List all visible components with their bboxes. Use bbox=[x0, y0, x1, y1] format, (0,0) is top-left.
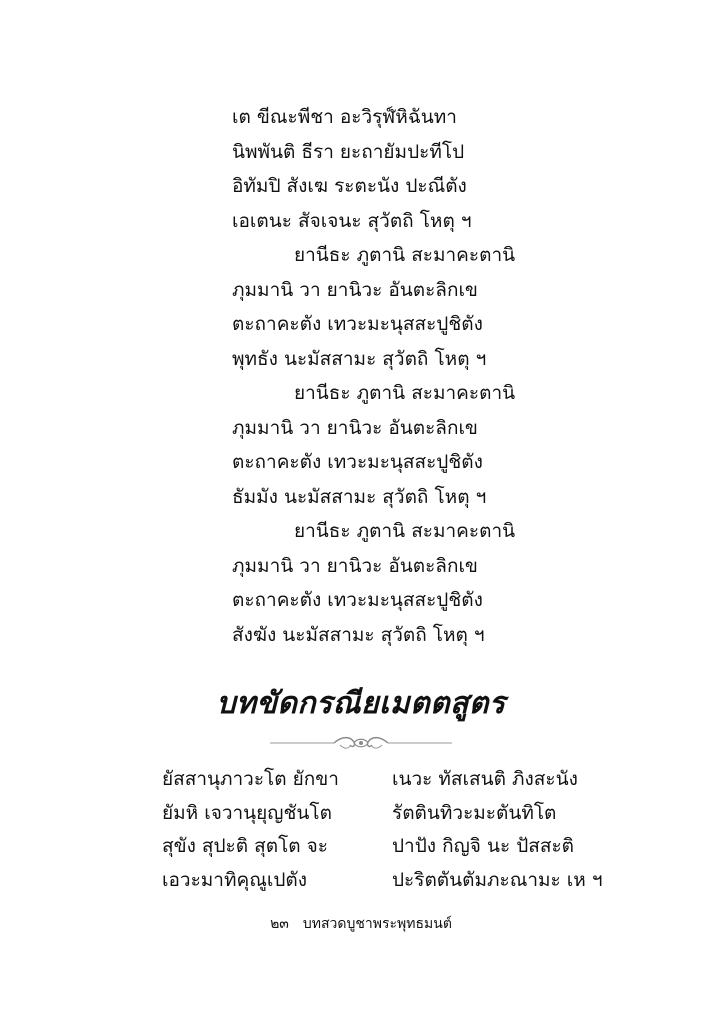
stanza-left-column bbox=[162, 763, 339, 897]
verse-line: เอเตนะ สัจเจนะ สุวัตถิ โหตุ ฯ bbox=[232, 209, 472, 232]
verse-line: ภุมมานิ วา ยานิวะ อันตะลิกเข bbox=[232, 554, 478, 577]
stanza-line: ยัมหิ เจวานุยุญชันโต bbox=[162, 801, 332, 824]
verse-line: ยานีธะ ภูตานิ สะมาคะตานิ bbox=[294, 520, 516, 542]
verse-line: ตะถาคะตัง เทวะมะนุสสะปูชิตัง bbox=[232, 589, 483, 611]
page-footer bbox=[0, 913, 722, 935]
stanza-line: ปะริตตันตัมภะณามะ เห ฯ bbox=[392, 868, 603, 891]
verse-line: เต ขีณะพีชา อะวิรุฬ์หิฉันทา bbox=[232, 106, 457, 128]
verse-line: นิพพันติ ธีรา ยะถายัมปะทีโป bbox=[232, 140, 465, 163]
verse-block bbox=[232, 100, 515, 652]
verse-line: พุทธัง นะมัสสามะ สุวัตถิ โหตุ ฯ bbox=[232, 347, 487, 370]
verse-line: อิทัมปิ สังเฆ ระตะนัง ปะณีตัง bbox=[232, 175, 467, 197]
stanza-line: ปาปัง กิญจิ นะ ปัสสะติ bbox=[392, 835, 575, 857]
verse-line: ภุมมานิ วา ยานิวะ อันตะลิกเข bbox=[232, 278, 478, 301]
verse-line: ธัมมัง นะมัสสามะ สุวัตถิ โหตุ ฯ bbox=[232, 485, 487, 508]
book-title: บทสวดบูชาพระพุทธมนต์ bbox=[302, 916, 452, 932]
stanza-line: เนวะ ทัสเสนติ ภิงสะนัง bbox=[392, 768, 578, 790]
stanza-line: เอวะมาทิคุณูเปตัง bbox=[162, 868, 308, 891]
ornament-divider-icon bbox=[270, 734, 452, 752]
verse-line: ตะถาคะตัง เทวะมะนุสสะปูชิตัง bbox=[232, 313, 483, 335]
verse-line: ภุมมานิ วา ยานิวะ อันตะลิกเข bbox=[232, 416, 478, 439]
stanza-line: รัตตินทิวะมะตันทิโต bbox=[392, 801, 557, 824]
stanza-right-column bbox=[392, 763, 603, 897]
verse-line: ตะถาคะตัง เทวะมะนุสสะปูชิตัง bbox=[232, 451, 483, 473]
page-number: ๒๓ bbox=[270, 916, 289, 932]
stanza-line: ยัสสานุภาวะโต ยักขา bbox=[162, 768, 339, 790]
stanza-line: สุขัง สุปะติ สุตโต จะ bbox=[162, 835, 328, 857]
verse-line: สังฆัง นะมัสสามะ สุวัตถิ โหตุ ฯ bbox=[232, 623, 485, 646]
section-title: บทขัดกรณียเมตตสูตร bbox=[216, 686, 506, 721]
verse-line: ยานีธะ ภูตานิ สะมาคะตานิ bbox=[294, 244, 516, 266]
verse-line: ยานีธะ ภูตานิ สะมาคะตานิ bbox=[294, 382, 516, 404]
